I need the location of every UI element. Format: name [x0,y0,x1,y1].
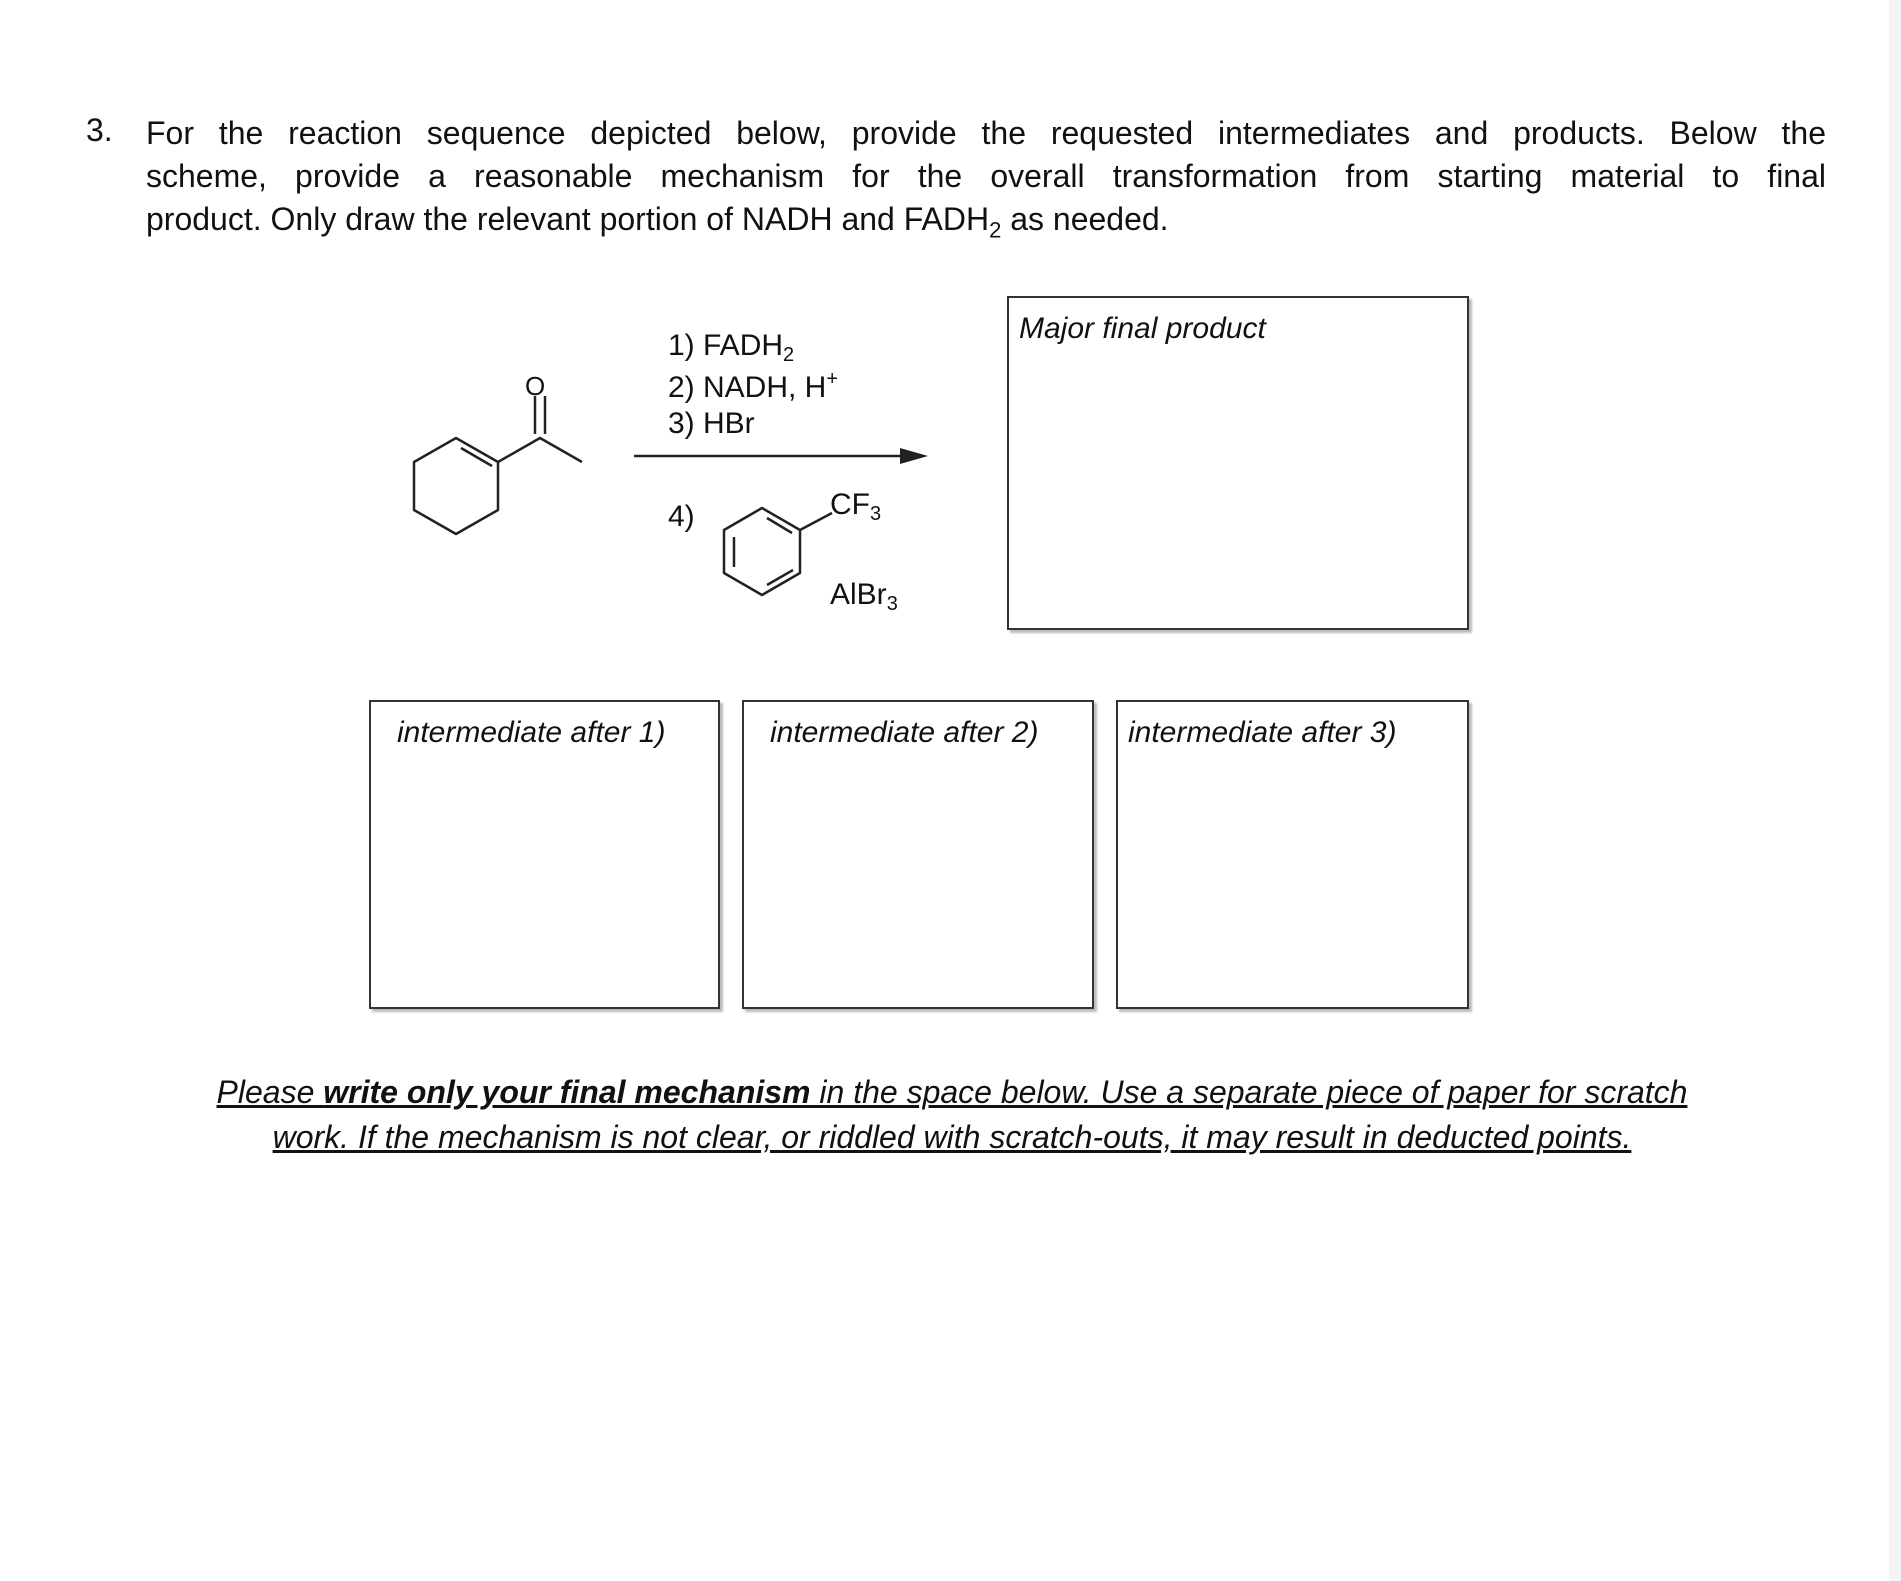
intermediate-3-label: intermediate after 3) [1128,716,1397,749]
reagent-step-3: 3) HBr [668,407,755,440]
reagent-step-1: 1) $FADH_2$ [668,329,795,366]
mechanism-instructions: Please write only your final mechanism in the space below. Use a separate piece of paper for scratch work. If the mechanism is not clear, or riddled with scratch-outs, it may result in deducted points. [216,1074,1688,1155]
cf3-group-label: $CF_3$ [830,488,882,525]
intermediate-2-box[interactable] [742,700,1094,1009]
question-text [146,112,1826,251]
question-line-2: scheme, provide a reasonable mechanism for the overall transformation from starting material to final [146,158,1826,194]
reaction-arrow [634,448,928,464]
benzene-ring-structure [724,508,832,595]
question-line-1: For the reaction sequence depicted below, provide the requested intermediates and products. Below the [146,115,1826,151]
reagent-step-2: 2) NADH, H+ [668,368,839,404]
intermediate-2-label: intermediate after 2) [770,716,1039,749]
question-number: 3. [86,112,113,148]
intermediate-3-box[interactable] [1116,700,1469,1009]
lewis-acid-label: AlBr$_3$ [830,578,898,615]
intermediate-1-label: intermediate after 1) [397,716,666,749]
starting-material-structure [414,396,582,534]
carbonyl-oxygen-label: O [525,371,546,401]
page-edge [1889,0,1901,1581]
question-line-3: product. Only draw the relevant portion of NADH and $FADH_2$ as needed. [146,201,1169,243]
intermediate-1-box[interactable] [369,700,720,1009]
final-product-box[interactable] [1007,296,1469,630]
final-product-label: Major final product [1019,312,1266,345]
reagent-step-4-number: 4) [668,500,695,533]
